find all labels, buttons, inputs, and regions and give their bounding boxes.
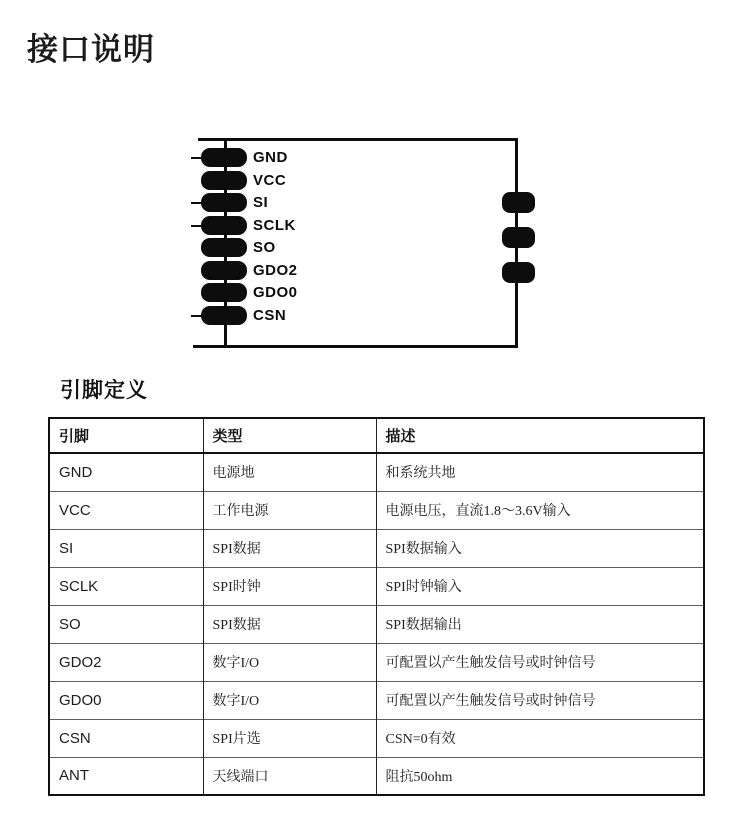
pin-pad (201, 283, 247, 302)
pin-label: SCLK (253, 217, 296, 234)
cell-pin: VCC (49, 491, 203, 529)
pin-label: VCC (253, 172, 287, 189)
page-title: 接口说明 (27, 32, 155, 67)
pin-pad (201, 261, 247, 280)
cell-type: SPI数据 (203, 605, 376, 643)
pin-label: GDO0 (253, 284, 298, 301)
pin-csn (190, 306, 535, 326)
cell-type: SPI时钟 (203, 567, 376, 605)
pin-sclk (190, 216, 535, 236)
cell-desc: 可配置以产生触发信号或时钟信号 (376, 643, 704, 681)
cell-desc: 电源电压，直流1.8～3.6V输入 (376, 491, 704, 529)
pin-pad (201, 193, 247, 212)
table-row (49, 529, 704, 567)
pin-pad (201, 238, 247, 257)
cell-pin: SI (49, 529, 203, 567)
cell-type: 工作电源 (203, 491, 376, 529)
pin-label: SI (253, 194, 269, 211)
bottom-wire-stub (193, 345, 225, 348)
pin-gdo2 (190, 261, 535, 281)
cell-pin: SCLK (49, 567, 203, 605)
pin-vcc (190, 171, 535, 191)
col-header-pin: 引脚 (49, 418, 203, 453)
table-row (49, 757, 704, 795)
right-pin-pad (502, 227, 535, 248)
pin-pad (201, 148, 247, 167)
cell-desc: SPI时钟输入 (376, 567, 704, 605)
cell-desc: 可配置以产生触发信号或时钟信号 (376, 681, 704, 719)
cell-type: SPI数据 (203, 529, 376, 567)
cell-desc: SPI数据输入 (376, 529, 704, 567)
table-row (49, 643, 704, 681)
pin-si (190, 193, 535, 213)
table-row (49, 605, 704, 643)
cell-type: 数字I/O (203, 643, 376, 681)
table-row (49, 491, 704, 529)
cell-type: 电源地 (203, 453, 376, 491)
pin-so (190, 238, 535, 258)
table-row (49, 567, 704, 605)
cell-pin: CSN (49, 719, 203, 757)
pin-definition-table (48, 417, 705, 796)
cell-pin: ANT (49, 757, 203, 795)
cell-pin: GDO0 (49, 681, 203, 719)
table-row (49, 719, 704, 757)
pin-label: SO (253, 239, 276, 256)
cell-pin: GND (49, 453, 203, 491)
cell-type: 数字I/O (203, 681, 376, 719)
cell-pin: GDO2 (49, 643, 203, 681)
pin-pad (201, 216, 247, 235)
pin-gnd (190, 148, 535, 168)
cell-desc: 阻抗50ohm (376, 757, 704, 795)
cell-pin: SO (49, 605, 203, 643)
pin-pad (201, 306, 247, 325)
pin-label: GND (253, 149, 288, 166)
cell-type: 天线端口 (203, 757, 376, 795)
pin-gdo0 (190, 283, 535, 303)
cell-desc: CSN=0有效 (376, 719, 704, 757)
right-pin-pad (502, 262, 535, 283)
right-pin-pad (502, 192, 535, 213)
col-header-desc: 描述 (376, 418, 704, 453)
section-title: 引脚定义 (60, 379, 148, 402)
pin-label: GDO2 (253, 262, 298, 279)
module-pinout-diagram (190, 135, 535, 355)
cell-desc: SPI数据输出 (376, 605, 704, 643)
pin-label: CSN (253, 307, 287, 324)
table-row (49, 453, 704, 491)
cell-type: SPI片选 (203, 719, 376, 757)
cell-desc: 和系统共地 (376, 453, 704, 491)
top-wire-stub (198, 138, 225, 141)
table-row (49, 681, 704, 719)
pin-pad (201, 171, 247, 190)
table-header-row (49, 418, 704, 453)
col-header-type: 类型 (203, 418, 376, 453)
